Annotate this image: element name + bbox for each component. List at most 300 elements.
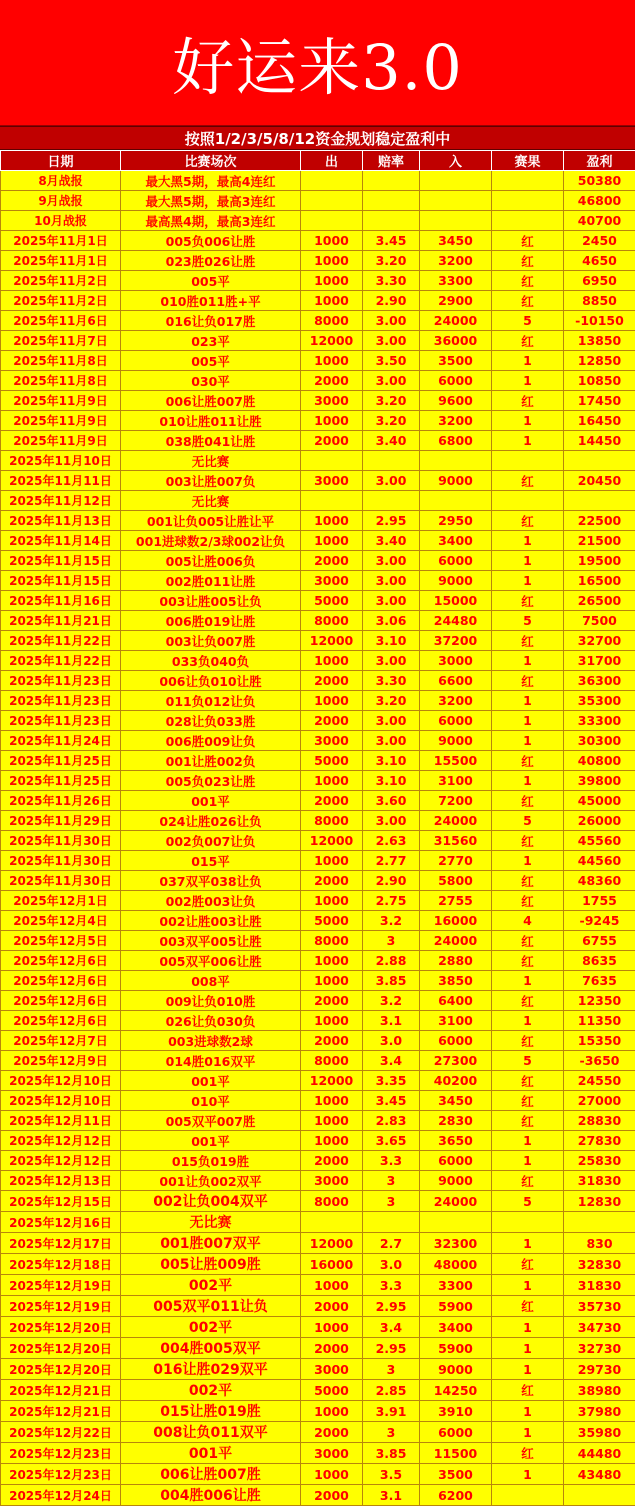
result-cell: 红 <box>492 251 564 271</box>
odds-cell: 3.00 <box>363 711 420 731</box>
date-cell: 2025年12月9日 <box>1 1051 121 1071</box>
match-cell: 015负019胜 <box>121 1151 301 1171</box>
date-cell: 2025年11月9日 <box>1 411 121 431</box>
date-cell: 2025年12月5日 <box>1 931 121 951</box>
stake-cell: 8000 <box>301 931 363 951</box>
return-cell: 3910 <box>420 1401 492 1422</box>
result-cell: 5 <box>492 1051 564 1071</box>
odds-cell: 3.20 <box>363 691 420 711</box>
stake-cell: 1000 <box>301 1131 363 1151</box>
odds-cell: 2.90 <box>363 871 420 891</box>
return-cell: 6000 <box>420 1031 492 1051</box>
return-cell <box>420 1212 492 1233</box>
date-cell: 2025年12月15日 <box>1 1191 121 1212</box>
table-row <box>1 651 635 671</box>
odds-cell: 2.75 <box>363 891 420 911</box>
stake-cell: 2000 <box>301 671 363 691</box>
date-cell: 2025年11月21日 <box>1 611 121 631</box>
return-cell: 7200 <box>420 791 492 811</box>
return-cell: 5900 <box>420 1296 492 1317</box>
header-row <box>1 151 635 171</box>
match-cell: 003双平005让胜 <box>121 931 301 951</box>
match-cell: 005双平007胜 <box>121 1111 301 1131</box>
match-cell: 006让胜007胜 <box>121 391 301 411</box>
table-row <box>1 1380 635 1401</box>
result-cell: 红 <box>492 231 564 251</box>
table-row <box>1 511 635 531</box>
odds-cell: 3.5 <box>363 1464 420 1485</box>
result-cell: 1 <box>492 1275 564 1296</box>
return-cell: 2830 <box>420 1111 492 1131</box>
sheet-subtitle: 按照1/2/3/5/8/12资金规划稳定盈利中 <box>0 126 635 150</box>
result-cell: 红 <box>492 1031 564 1051</box>
match-cell: 001进球数2/3球002让负 <box>121 531 301 551</box>
table-row <box>1 411 635 431</box>
match-cell: 003让胜005让负 <box>121 591 301 611</box>
match-cell: 010平 <box>121 1091 301 1111</box>
profit-cell <box>564 451 635 471</box>
result-cell: 1 <box>492 1011 564 1031</box>
header-return: 入 <box>420 151 492 171</box>
result-cell: 红 <box>492 831 564 851</box>
return-cell: 9600 <box>420 391 492 411</box>
odds-cell: 3.45 <box>363 231 420 251</box>
result-cell: 1 <box>492 1233 564 1254</box>
odds-cell: 3.2 <box>363 911 420 931</box>
odds-cell <box>363 1212 420 1233</box>
table-body <box>1 171 635 1506</box>
profit-cell: 8635 <box>564 951 635 971</box>
return-cell <box>420 191 492 211</box>
result-cell: 红 <box>492 1091 564 1111</box>
profit-cell: -10150 <box>564 311 635 331</box>
stake-cell: 2000 <box>301 431 363 451</box>
date-cell: 2025年11月15日 <box>1 571 121 591</box>
match-cell: 005负023让胜 <box>121 771 301 791</box>
match-cell: 010让胜011让胜 <box>121 411 301 431</box>
stake-cell <box>301 491 363 511</box>
stake-cell <box>301 171 363 191</box>
return-cell: 36000 <box>420 331 492 351</box>
odds-cell: 3 <box>363 1191 420 1212</box>
table-row <box>1 1011 635 1031</box>
profit-cell: 6755 <box>564 931 635 951</box>
odds-cell: 2.7 <box>363 1233 420 1254</box>
return-cell: 2950 <box>420 511 492 531</box>
result-cell: 红 <box>492 271 564 291</box>
date-cell: 2025年12月16日 <box>1 1212 121 1233</box>
match-cell: 008让负011双平 <box>121 1422 301 1443</box>
stake-cell: 3000 <box>301 571 363 591</box>
odds-cell: 3.2 <box>363 991 420 1011</box>
date-cell: 2025年12月11日 <box>1 1111 121 1131</box>
return-cell <box>420 451 492 471</box>
date-cell: 2025年11月23日 <box>1 691 121 711</box>
match-cell: 010胜011胜+平 <box>121 291 301 311</box>
odds-cell: 3.65 <box>363 1131 420 1151</box>
profit-cell: 15350 <box>564 1031 635 1051</box>
odds-cell: 3.20 <box>363 411 420 431</box>
stake-cell <box>301 211 363 231</box>
odds-cell: 3.30 <box>363 671 420 691</box>
stake-cell: 5000 <box>301 1380 363 1401</box>
return-cell: 11500 <box>420 1443 492 1464</box>
date-cell: 2025年11月1日 <box>1 231 121 251</box>
date-cell: 2025年12月23日 <box>1 1464 121 1485</box>
result-cell: 5 <box>492 611 564 631</box>
stake-cell: 12000 <box>301 1071 363 1091</box>
match-cell: 005平 <box>121 351 301 371</box>
match-cell: 001胜007双平 <box>121 1233 301 1254</box>
odds-cell: 2.90 <box>363 291 420 311</box>
date-cell: 2025年11月26日 <box>1 791 121 811</box>
profit-cell: 17450 <box>564 391 635 411</box>
stake-cell: 2000 <box>301 551 363 571</box>
odds-cell: 3.00 <box>363 571 420 591</box>
odds-cell: 3.00 <box>363 731 420 751</box>
odds-cell: 3.10 <box>363 631 420 651</box>
match-cell: 002让胜003让胜 <box>121 911 301 931</box>
return-cell: 14250 <box>420 1380 492 1401</box>
result-cell: 红 <box>492 751 564 771</box>
profit-cell: 31700 <box>564 651 635 671</box>
return-cell: 24000 <box>420 811 492 831</box>
profit-cell: 7500 <box>564 611 635 631</box>
table-row <box>1 571 635 591</box>
match-cell: 001平 <box>121 1071 301 1091</box>
profit-cell: 12850 <box>564 351 635 371</box>
profit-cell: 4650 <box>564 251 635 271</box>
date-cell: 2025年11月13日 <box>1 511 121 531</box>
date-cell: 2025年11月11日 <box>1 471 121 491</box>
profit-cell: 32830 <box>564 1254 635 1275</box>
profit-cell: 19500 <box>564 551 635 571</box>
result-cell: 红 <box>492 1111 564 1131</box>
stake-cell: 1000 <box>301 271 363 291</box>
profit-cell: 28830 <box>564 1111 635 1131</box>
date-cell: 9月战报 <box>1 191 121 211</box>
stake-cell <box>301 1212 363 1233</box>
date-cell: 2025年12月12日 <box>1 1151 121 1171</box>
profit-cell: 32700 <box>564 631 635 651</box>
result-cell: 1 <box>492 371 564 391</box>
date-cell: 2025年11月30日 <box>1 851 121 871</box>
stake-cell: 1000 <box>301 351 363 371</box>
odds-cell: 3.30 <box>363 271 420 291</box>
profit-cell: 33300 <box>564 711 635 731</box>
odds-cell: 3.00 <box>363 371 420 391</box>
return-cell <box>420 171 492 191</box>
odds-cell <box>363 451 420 471</box>
return-cell: 3400 <box>420 1317 492 1338</box>
odds-cell: 3.1 <box>363 1011 420 1031</box>
table-row <box>1 251 635 271</box>
return-cell: 2770 <box>420 851 492 871</box>
stake-cell: 1000 <box>301 651 363 671</box>
match-cell: 001平 <box>121 1443 301 1464</box>
stake-cell: 2000 <box>301 1422 363 1443</box>
date-cell: 2025年11月7日 <box>1 331 121 351</box>
match-cell: 033负040负 <box>121 651 301 671</box>
date-cell: 2025年12月7日 <box>1 1031 121 1051</box>
profit-cell: 10850 <box>564 371 635 391</box>
stake-cell: 2000 <box>301 991 363 1011</box>
table-row <box>1 1296 635 1317</box>
result-cell: 5 <box>492 1191 564 1212</box>
stake-cell: 3000 <box>301 731 363 751</box>
table-row <box>1 851 635 871</box>
profit-cell: 12350 <box>564 991 635 1011</box>
stake-cell: 12000 <box>301 631 363 651</box>
table-row <box>1 471 635 491</box>
result-cell <box>492 1485 564 1506</box>
return-cell: 6400 <box>420 991 492 1011</box>
odds-cell: 2.95 <box>363 1338 420 1359</box>
return-cell: 15500 <box>420 751 492 771</box>
table-row <box>1 871 635 891</box>
match-cell: 001平 <box>121 791 301 811</box>
stake-cell: 1000 <box>301 1401 363 1422</box>
table-row <box>1 1191 635 1212</box>
profit-cell: 36300 <box>564 671 635 691</box>
return-cell: 9000 <box>420 1359 492 1380</box>
match-cell: 015平 <box>121 851 301 871</box>
return-cell: 27300 <box>420 1051 492 1071</box>
odds-cell: 2.88 <box>363 951 420 971</box>
table-row <box>1 1051 635 1071</box>
table-row <box>1 891 635 911</box>
result-cell: 红 <box>492 931 564 951</box>
result-cell: 红 <box>492 291 564 311</box>
result-cell: 1 <box>492 551 564 571</box>
stake-cell: 2000 <box>301 1296 363 1317</box>
date-cell: 2025年11月22日 <box>1 651 121 671</box>
table-row <box>1 591 635 611</box>
stake-cell: 1000 <box>301 951 363 971</box>
stake-cell: 8000 <box>301 1051 363 1071</box>
profit-cell: 43480 <box>564 1464 635 1485</box>
return-cell: 3300 <box>420 271 492 291</box>
profit-cell: 29730 <box>564 1359 635 1380</box>
stake-cell: 16000 <box>301 1254 363 1275</box>
result-cell: 红 <box>492 891 564 911</box>
profit-cell: 14450 <box>564 431 635 451</box>
odds-cell: 3.00 <box>363 551 420 571</box>
date-cell: 2025年11月9日 <box>1 391 121 411</box>
result-cell: 红 <box>492 991 564 1011</box>
table-row <box>1 1031 635 1051</box>
table-row <box>1 1171 635 1191</box>
match-cell: 无比赛 <box>121 451 301 471</box>
result-cell <box>492 191 564 211</box>
date-cell: 2025年12月20日 <box>1 1317 121 1338</box>
result-cell: 1 <box>492 1422 564 1443</box>
date-cell: 2025年11月14日 <box>1 531 121 551</box>
result-cell: 1 <box>492 1401 564 1422</box>
stake-cell <box>301 451 363 471</box>
result-cell: 1 <box>492 1359 564 1380</box>
date-cell: 2025年11月30日 <box>1 831 121 851</box>
match-cell: 014胜016双平 <box>121 1051 301 1071</box>
header-profit: 盈利 <box>564 151 635 171</box>
return-cell: 6600 <box>420 671 492 691</box>
return-cell: 32300 <box>420 1233 492 1254</box>
stake-cell: 8000 <box>301 311 363 331</box>
date-cell: 2025年12月18日 <box>1 1254 121 1275</box>
table-row <box>1 531 635 551</box>
stake-cell: 1000 <box>301 1317 363 1338</box>
odds-cell: 3 <box>363 1359 420 1380</box>
profit-cell: 44560 <box>564 851 635 871</box>
result-cell: 红 <box>492 1380 564 1401</box>
return-cell: 3000 <box>420 651 492 671</box>
result-cell: 1 <box>492 571 564 591</box>
return-cell: 31560 <box>420 831 492 851</box>
table-row <box>1 1275 635 1296</box>
match-cell: 001让负002双平 <box>121 1171 301 1191</box>
date-cell: 2025年11月1日 <box>1 251 121 271</box>
table-row <box>1 611 635 631</box>
return-cell: 16000 <box>420 911 492 931</box>
odds-cell: 3.00 <box>363 311 420 331</box>
stake-cell: 12000 <box>301 831 363 851</box>
table-row <box>1 1233 635 1254</box>
date-cell: 2025年11月9日 <box>1 431 121 451</box>
odds-cell <box>363 211 420 231</box>
match-cell: 004胜005双平 <box>121 1338 301 1359</box>
result-cell: 1 <box>492 411 564 431</box>
result-cell: 红 <box>492 331 564 351</box>
odds-cell: 2.63 <box>363 831 420 851</box>
table-row <box>1 971 635 991</box>
table-row <box>1 1422 635 1443</box>
return-cell: 3650 <box>420 1131 492 1151</box>
profit-cell: 37980 <box>564 1401 635 1422</box>
table-row <box>1 191 635 211</box>
match-cell: 最高黑4期，最高3连红 <box>121 211 301 231</box>
result-cell <box>492 1212 564 1233</box>
stake-cell: 1000 <box>301 971 363 991</box>
table-row <box>1 1317 635 1338</box>
table-row <box>1 491 635 511</box>
date-cell: 2025年12月6日 <box>1 991 121 1011</box>
table-row <box>1 551 635 571</box>
result-cell: 红 <box>492 631 564 651</box>
result-cell: 红 <box>492 1071 564 1091</box>
match-cell: 005双平006让胜 <box>121 951 301 971</box>
return-cell: 3850 <box>420 971 492 991</box>
result-cell: 红 <box>492 1296 564 1317</box>
odds-cell: 3.0 <box>363 1254 420 1275</box>
profit-cell: 16450 <box>564 411 635 431</box>
date-cell: 2025年11月29日 <box>1 811 121 831</box>
table-row <box>1 1359 635 1380</box>
match-cell: 003让负007胜 <box>121 631 301 651</box>
profit-cell: 31830 <box>564 1171 635 1191</box>
match-cell: 005双平011让负 <box>121 1296 301 1317</box>
odds-cell: 2.83 <box>363 1111 420 1131</box>
stake-cell: 12000 <box>301 1233 363 1254</box>
date-cell: 2025年11月2日 <box>1 291 121 311</box>
stake-cell: 1000 <box>301 771 363 791</box>
stake-cell: 1000 <box>301 251 363 271</box>
return-cell: 3200 <box>420 411 492 431</box>
date-cell: 2025年12月24日 <box>1 1485 121 1506</box>
result-cell: 1 <box>492 431 564 451</box>
table-row <box>1 1131 635 1151</box>
match-cell: 038胜041让胜 <box>121 431 301 451</box>
return-cell: 9000 <box>420 731 492 751</box>
table-row <box>1 731 635 751</box>
date-cell: 2025年11月8日 <box>1 371 121 391</box>
profit-cell: 22500 <box>564 511 635 531</box>
date-cell: 2025年12月4日 <box>1 911 121 931</box>
odds-cell: 2.95 <box>363 1296 420 1317</box>
date-cell: 2025年12月23日 <box>1 1443 121 1464</box>
table-row <box>1 351 635 371</box>
stake-cell: 2000 <box>301 1485 363 1506</box>
table-row <box>1 271 635 291</box>
return-cell <box>420 491 492 511</box>
stake-cell: 1000 <box>301 291 363 311</box>
stake-cell <box>301 191 363 211</box>
profit-cell: 13850 <box>564 331 635 351</box>
match-cell: 无比赛 <box>121 491 301 511</box>
odds-cell <box>363 171 420 191</box>
table-row <box>1 811 635 831</box>
match-cell: 030平 <box>121 371 301 391</box>
return-cell: 6000 <box>420 371 492 391</box>
table-row <box>1 951 635 971</box>
return-cell: 3450 <box>420 231 492 251</box>
odds-cell: 3.3 <box>363 1151 420 1171</box>
result-cell: 红 <box>492 871 564 891</box>
result-cell: 1 <box>492 1317 564 1338</box>
profit-cell: 34730 <box>564 1317 635 1338</box>
profit-cell: 27000 <box>564 1091 635 1111</box>
match-cell: 009让负010胜 <box>121 991 301 1011</box>
table-row <box>1 431 635 451</box>
odds-cell: 3.10 <box>363 771 420 791</box>
result-cell: 红 <box>492 391 564 411</box>
match-cell: 037双平038让负 <box>121 871 301 891</box>
result-cell <box>492 171 564 191</box>
date-cell: 2025年11月22日 <box>1 631 121 651</box>
match-cell: 016让负017胜 <box>121 311 301 331</box>
profit-cell: 45000 <box>564 791 635 811</box>
return-cell: 6000 <box>420 711 492 731</box>
odds-cell: 3 <box>363 1422 420 1443</box>
odds-cell: 3.1 <box>363 1485 420 1506</box>
odds-cell: 3.00 <box>363 331 420 351</box>
date-cell: 2025年11月24日 <box>1 731 121 751</box>
table-row <box>1 1091 635 1111</box>
table-row <box>1 391 635 411</box>
result-cell: 1 <box>492 1464 564 1485</box>
date-cell: 2025年11月6日 <box>1 311 121 331</box>
date-cell: 2025年12月21日 <box>1 1380 121 1401</box>
stake-cell: 1000 <box>301 1275 363 1296</box>
match-cell: 无比赛 <box>121 1212 301 1233</box>
match-cell: 023平 <box>121 331 301 351</box>
profit-cell: 35300 <box>564 691 635 711</box>
return-cell: 24000 <box>420 931 492 951</box>
stake-cell: 1000 <box>301 1011 363 1031</box>
date-cell: 2025年11月25日 <box>1 771 121 791</box>
odds-cell: 3 <box>363 1171 420 1191</box>
profit-cell <box>564 1212 635 1233</box>
table-row <box>1 331 635 351</box>
